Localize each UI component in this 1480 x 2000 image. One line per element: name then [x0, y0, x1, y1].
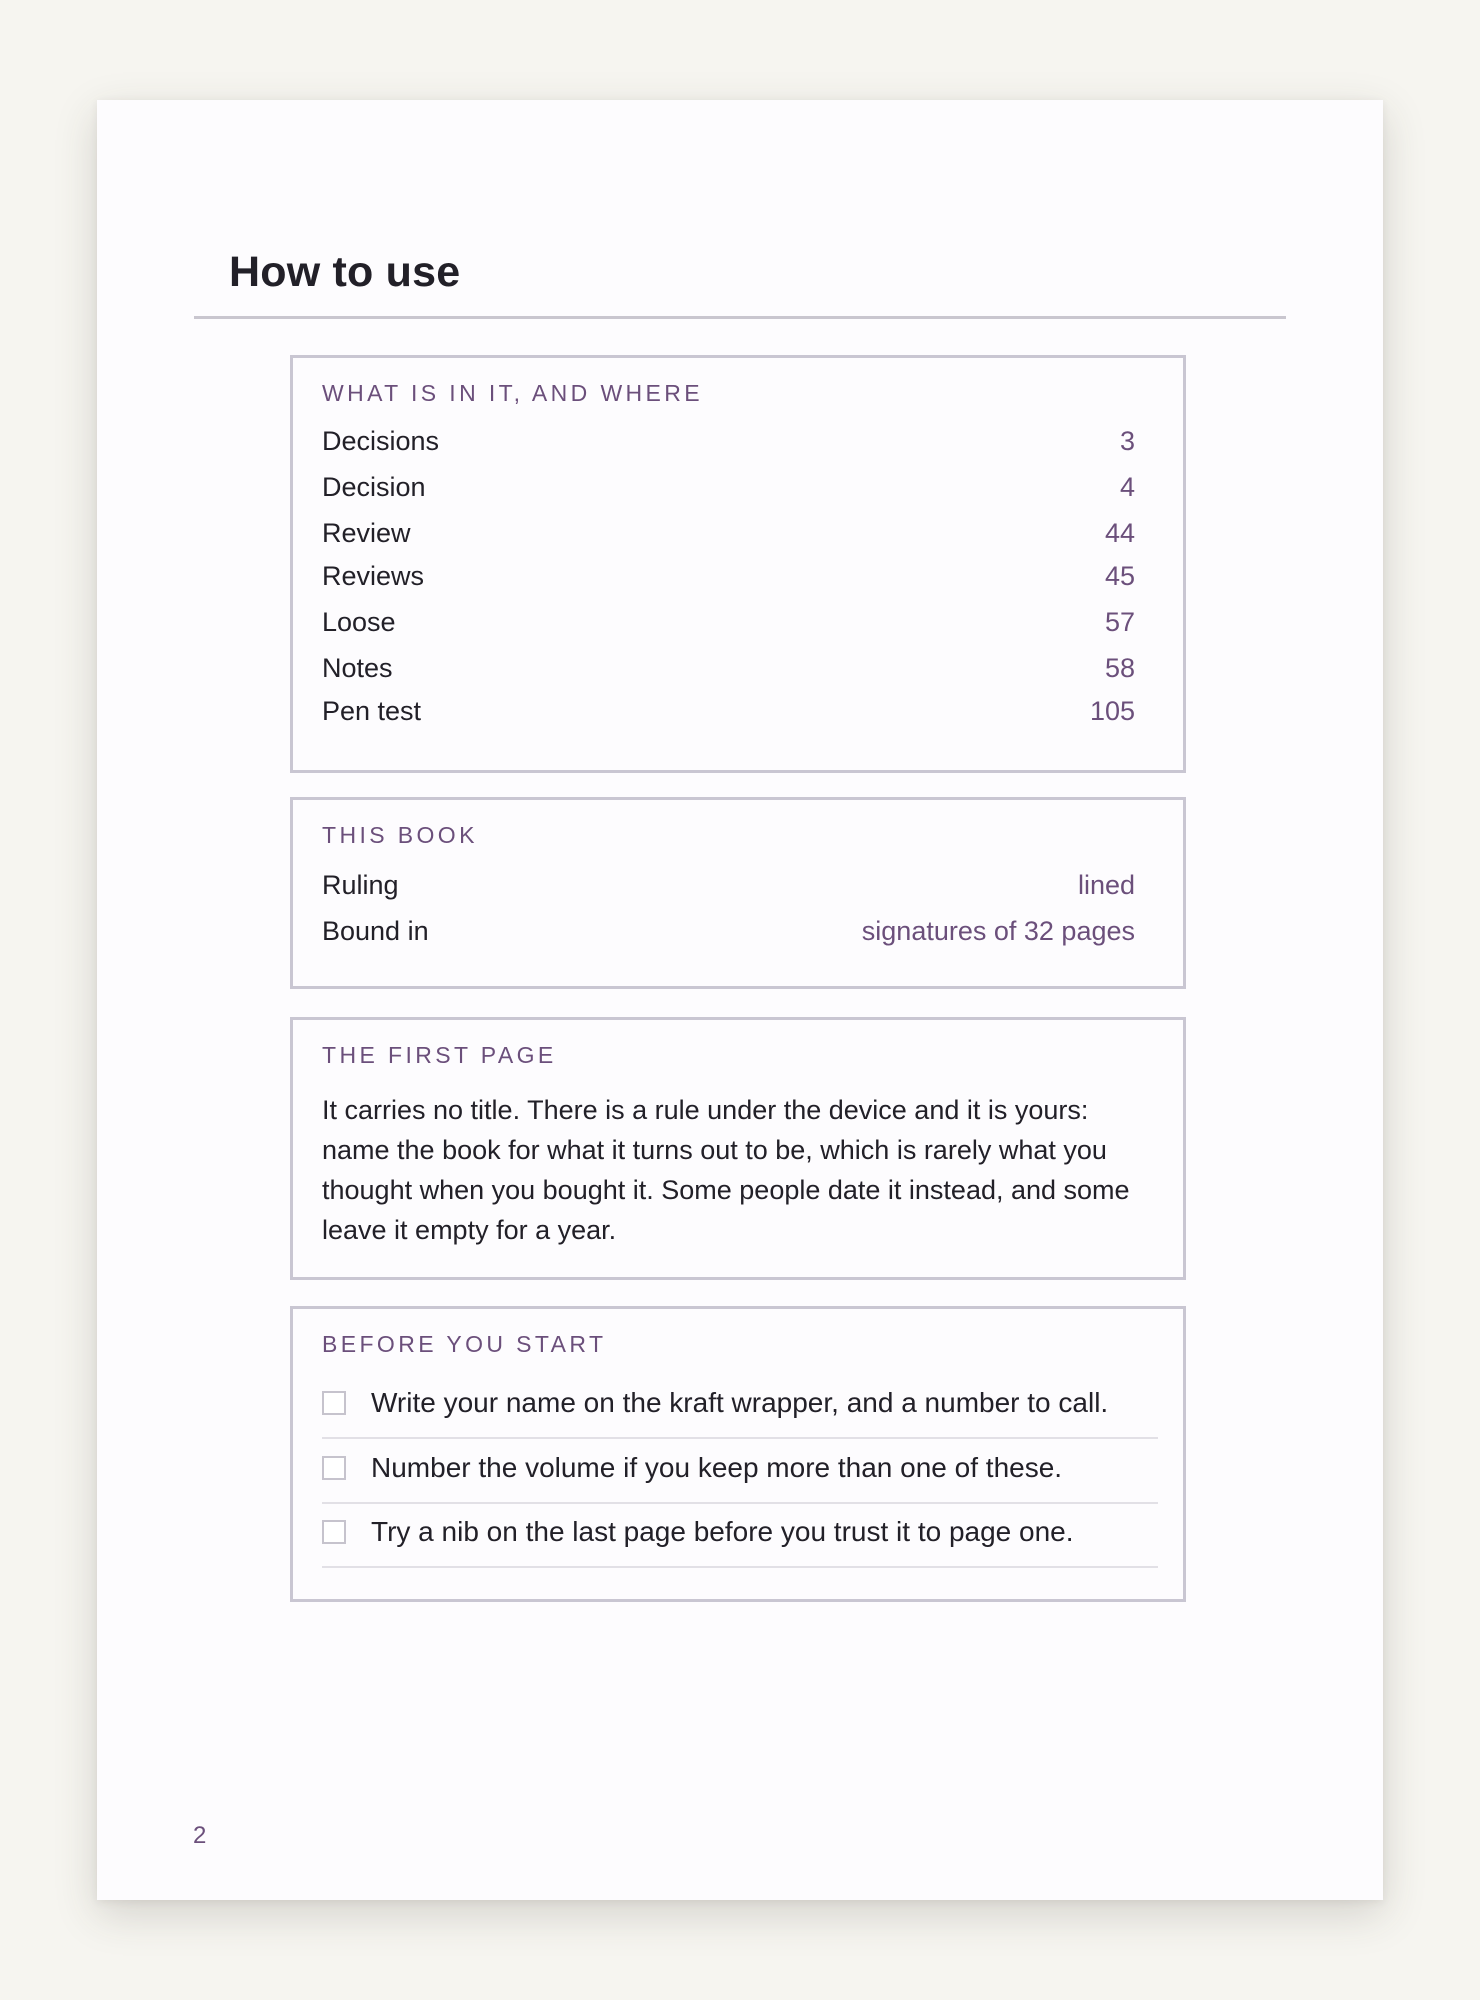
contents-heading: WHAT IS IN IT, AND WHERE [322, 380, 704, 406]
checklist-item[interactable] [322, 1377, 1158, 1439]
before-start-heading: BEFORE YOU START [322, 1331, 607, 1357]
contents-item-page: 58 [1104, 653, 1135, 683]
this-book-heading: THIS BOOK [322, 822, 478, 848]
contents-item-label: Loose [322, 607, 396, 637]
contents-item-decision[interactable] [322, 472, 1135, 506]
checkbox[interactable] [322, 1520, 346, 1544]
bound-in-value: signatures of 32 pages [861, 916, 1135, 946]
contents-item-review[interactable] [322, 518, 1135, 552]
checklist-item-text: Write your name on the kraft wrapper, and a number to call. [371, 1387, 1109, 1418]
contents-item-notes[interactable] [322, 653, 1135, 687]
checklist-item-text: Number the volume if you keep more than one of these. [371, 1452, 1063, 1483]
checkbox[interactable] [322, 1456, 346, 1480]
contents-item-label: Decision [322, 472, 426, 502]
contents-item-page: 105 [1089, 696, 1135, 726]
contents-item-label: Notes [322, 653, 393, 683]
contents-item-reviews[interactable] [322, 561, 1135, 595]
before-start-panel [290, 1306, 1186, 1602]
contents-item-label: Review [322, 518, 411, 548]
page-title: How to use [229, 248, 461, 296]
contents-item-label: Decisions [322, 426, 440, 456]
bound-in-label: Bound in [322, 916, 429, 946]
ruling-value: lined [1077, 870, 1135, 900]
contents-item-label: Reviews [322, 561, 425, 591]
ruling-label: Ruling [322, 870, 399, 900]
contents-item-page: 3 [1119, 426, 1135, 456]
page-number: 2 [193, 1822, 207, 1849]
first-page-panel [290, 1017, 1186, 1280]
contents-item-loose[interactable] [322, 607, 1135, 641]
contents-item-page: 4 [1119, 472, 1135, 502]
first-page-text: It carries no title. There is a rule under the device and it is yours: name the book for what it turns out to be, which is rarely what you thought when you bought it. Some people date it instead, and some leave it empty for a year. [322, 1095, 1130, 1245]
notebook-page [97, 100, 1383, 1900]
contents-item-label: Pen test [322, 696, 422, 726]
this-book-panel [290, 797, 1186, 989]
title-rule [194, 316, 1286, 319]
contents-item-page: 44 [1104, 518, 1135, 548]
checkbox[interactable] [322, 1391, 346, 1415]
first-page-heading: THE FIRST PAGE [322, 1042, 557, 1068]
contents-item-decisions[interactable] [322, 426, 1135, 460]
contents-item-page: 45 [1104, 561, 1135, 591]
contents-item-page: 57 [1104, 607, 1135, 637]
bound-in-row [322, 916, 1135, 950]
ruling-row [322, 870, 1135, 904]
checklist-item[interactable] [322, 1506, 1158, 1568]
contents-panel [290, 355, 1186, 773]
checklist-item-text: Try a nib on the last page before you trust it to page one. [371, 1516, 1074, 1547]
contents-item-pen-test[interactable] [322, 696, 1135, 730]
checklist-item[interactable] [322, 1442, 1158, 1504]
